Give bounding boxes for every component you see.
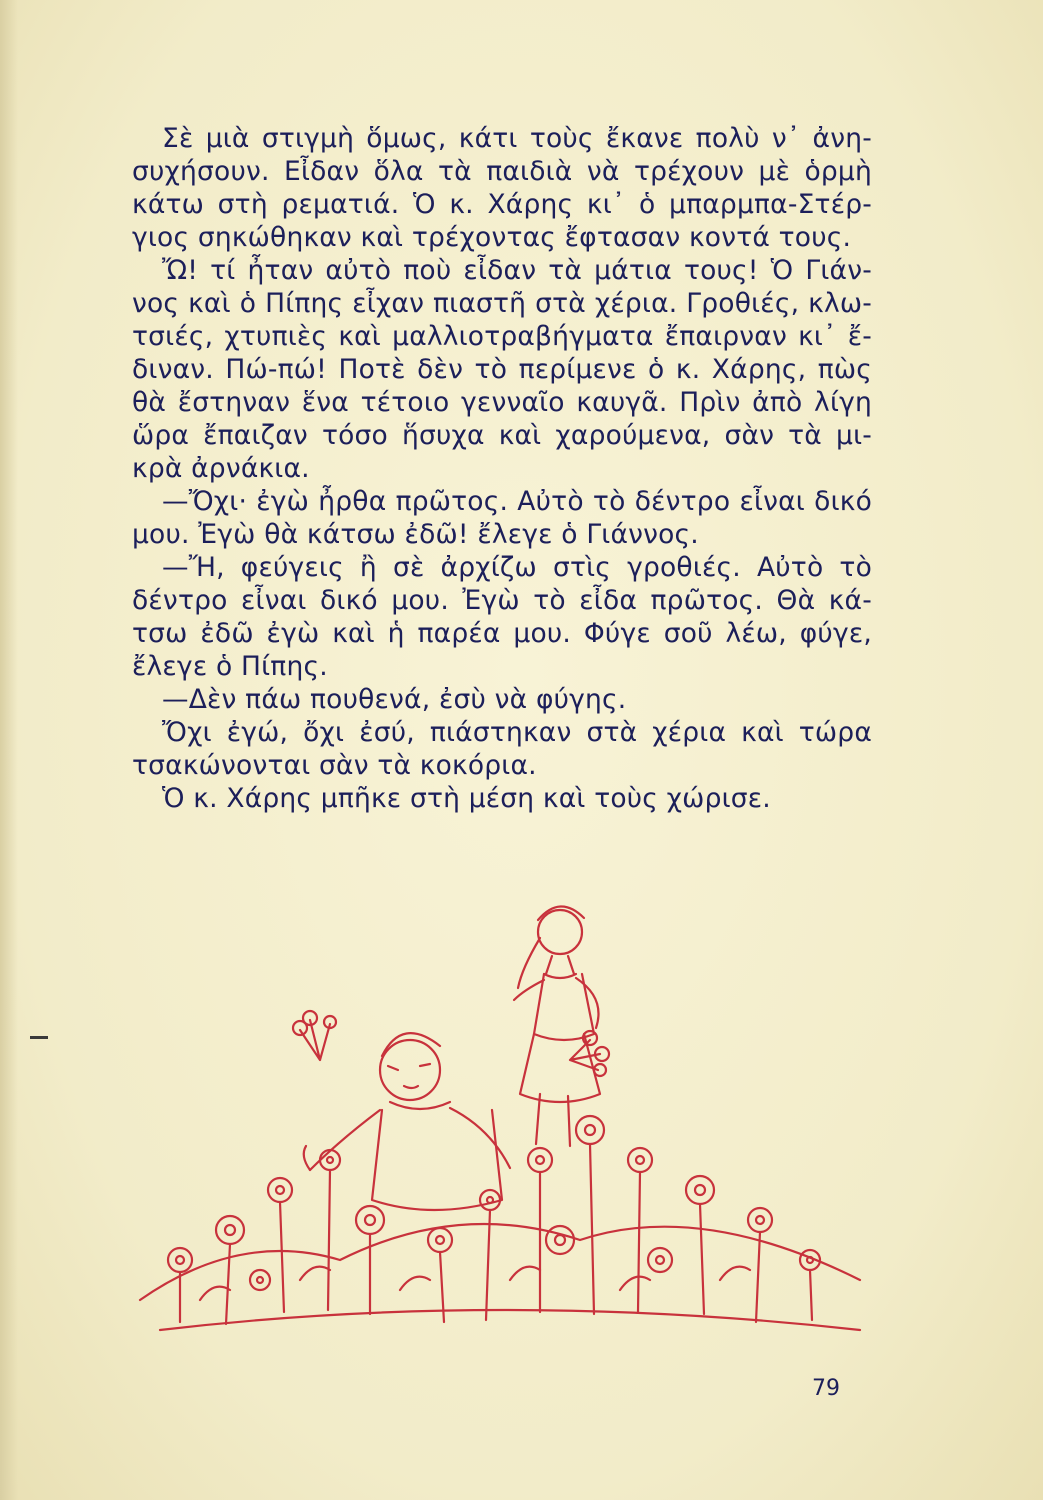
text-line: γιος σηκώθηκαν καὶ τρέχοντας ἔφτασαν κοντά τους. xyxy=(132,222,852,253)
text-line: κάτω στὴ ρεματιά. Ὁ κ. Χάρης κι᾿ ὁ μπαρμπα-Στέρ- xyxy=(132,189,872,220)
text-line: —Δὲν πάω πουθενά, ἐσὺ νὰ φύγης. xyxy=(162,684,627,715)
text-line: —Ἤ, φεύγεις ἢ σὲ ἀρχίζω στὶς γροθιές. Αὐτὸ τὸ xyxy=(162,552,872,583)
flower-field xyxy=(140,1011,860,1330)
text-line: κρὰ ἀρνάκια. xyxy=(132,453,310,484)
text-line: τσιές, χτυπιὲς καὶ μαλλιοτραβήγματα ἔπαιρναν κι᾿ ἔ- xyxy=(132,321,872,352)
text-line: ὥρα ἔπαιζαν τόσο ἥσυχα καὶ χαρούμενα, σὰν τὰ μι- xyxy=(132,420,872,451)
text-line: Ὄχι ἐγώ, ὄχι ἐσύ, πιάστηκαν στὰ χέρια καὶ τώρα xyxy=(162,717,872,748)
children-picking-flowers-illustration xyxy=(120,860,880,1360)
girl-figure xyxy=(514,906,600,1146)
page-edge-shadow xyxy=(0,0,18,1500)
boy-figure xyxy=(304,1033,510,1210)
text-line: Σὲ μιὰ στιγμὴ ὅμως, κάτι τοὺς ἔκανε πολὺ ν᾿ ἀνη- xyxy=(162,123,872,154)
margin-mark xyxy=(30,1036,48,1039)
text-line: ἔλεγε ὁ Πίπης. xyxy=(132,651,328,682)
body-text xyxy=(132,122,872,815)
text-line: συχήσουν. Εἶδαν ὅλα τὰ παιδιὰ νὰ τρέχουν μὲ ὁρμὴ xyxy=(132,156,872,187)
text-line: δέντρο εἶναι δικό μου. Ἐγὼ τὸ εἶδα πρῶτος. Θὰ κά- xyxy=(132,585,872,616)
text-line: Ὤ! τί ἦταν αὐτὸ ποὺ εἶδαν τὰ μάτια τους! Ὁ Γιάν- xyxy=(162,255,872,286)
text-line: θὰ ἔστηναν ἕνα τέτοιο γενναῖο καυγᾶ. Πρὶν ἀπὸ λίγη xyxy=(132,387,872,418)
text-line: τσακώνονται σὰν τὰ κοκόρια. xyxy=(132,750,537,781)
text-line: τσω ἐδῶ ἐγὼ καὶ ἡ παρέα μου. Φύγε σοῦ λέω, φύγε, xyxy=(132,618,872,649)
text-line: νος καὶ ὁ Πίπης εἶχαν πιαστῆ στὰ χέρια. Γροθιές, κλω- xyxy=(132,288,872,319)
page-number: 79 xyxy=(812,1376,840,1401)
text-line: —Ὄχι· ἐγὼ ἦρθα πρῶτος. Αὐτὸ τὸ δέντρο εἶναι δικό xyxy=(162,486,872,517)
text-line: διναν. Πώ-πώ! Ποτὲ δὲν τὸ περίμενε ὁ κ. Χάρης, πὼς xyxy=(132,354,872,385)
text-line: μου. Ἐγὼ θὰ κάτσω ἐδῶ! ἔλεγε ὁ Γιάννος. xyxy=(132,519,699,550)
text-line: Ὁ κ. Χάρης μπῆκε στὴ μέση καὶ τοὺς χώρισε. xyxy=(162,783,771,814)
